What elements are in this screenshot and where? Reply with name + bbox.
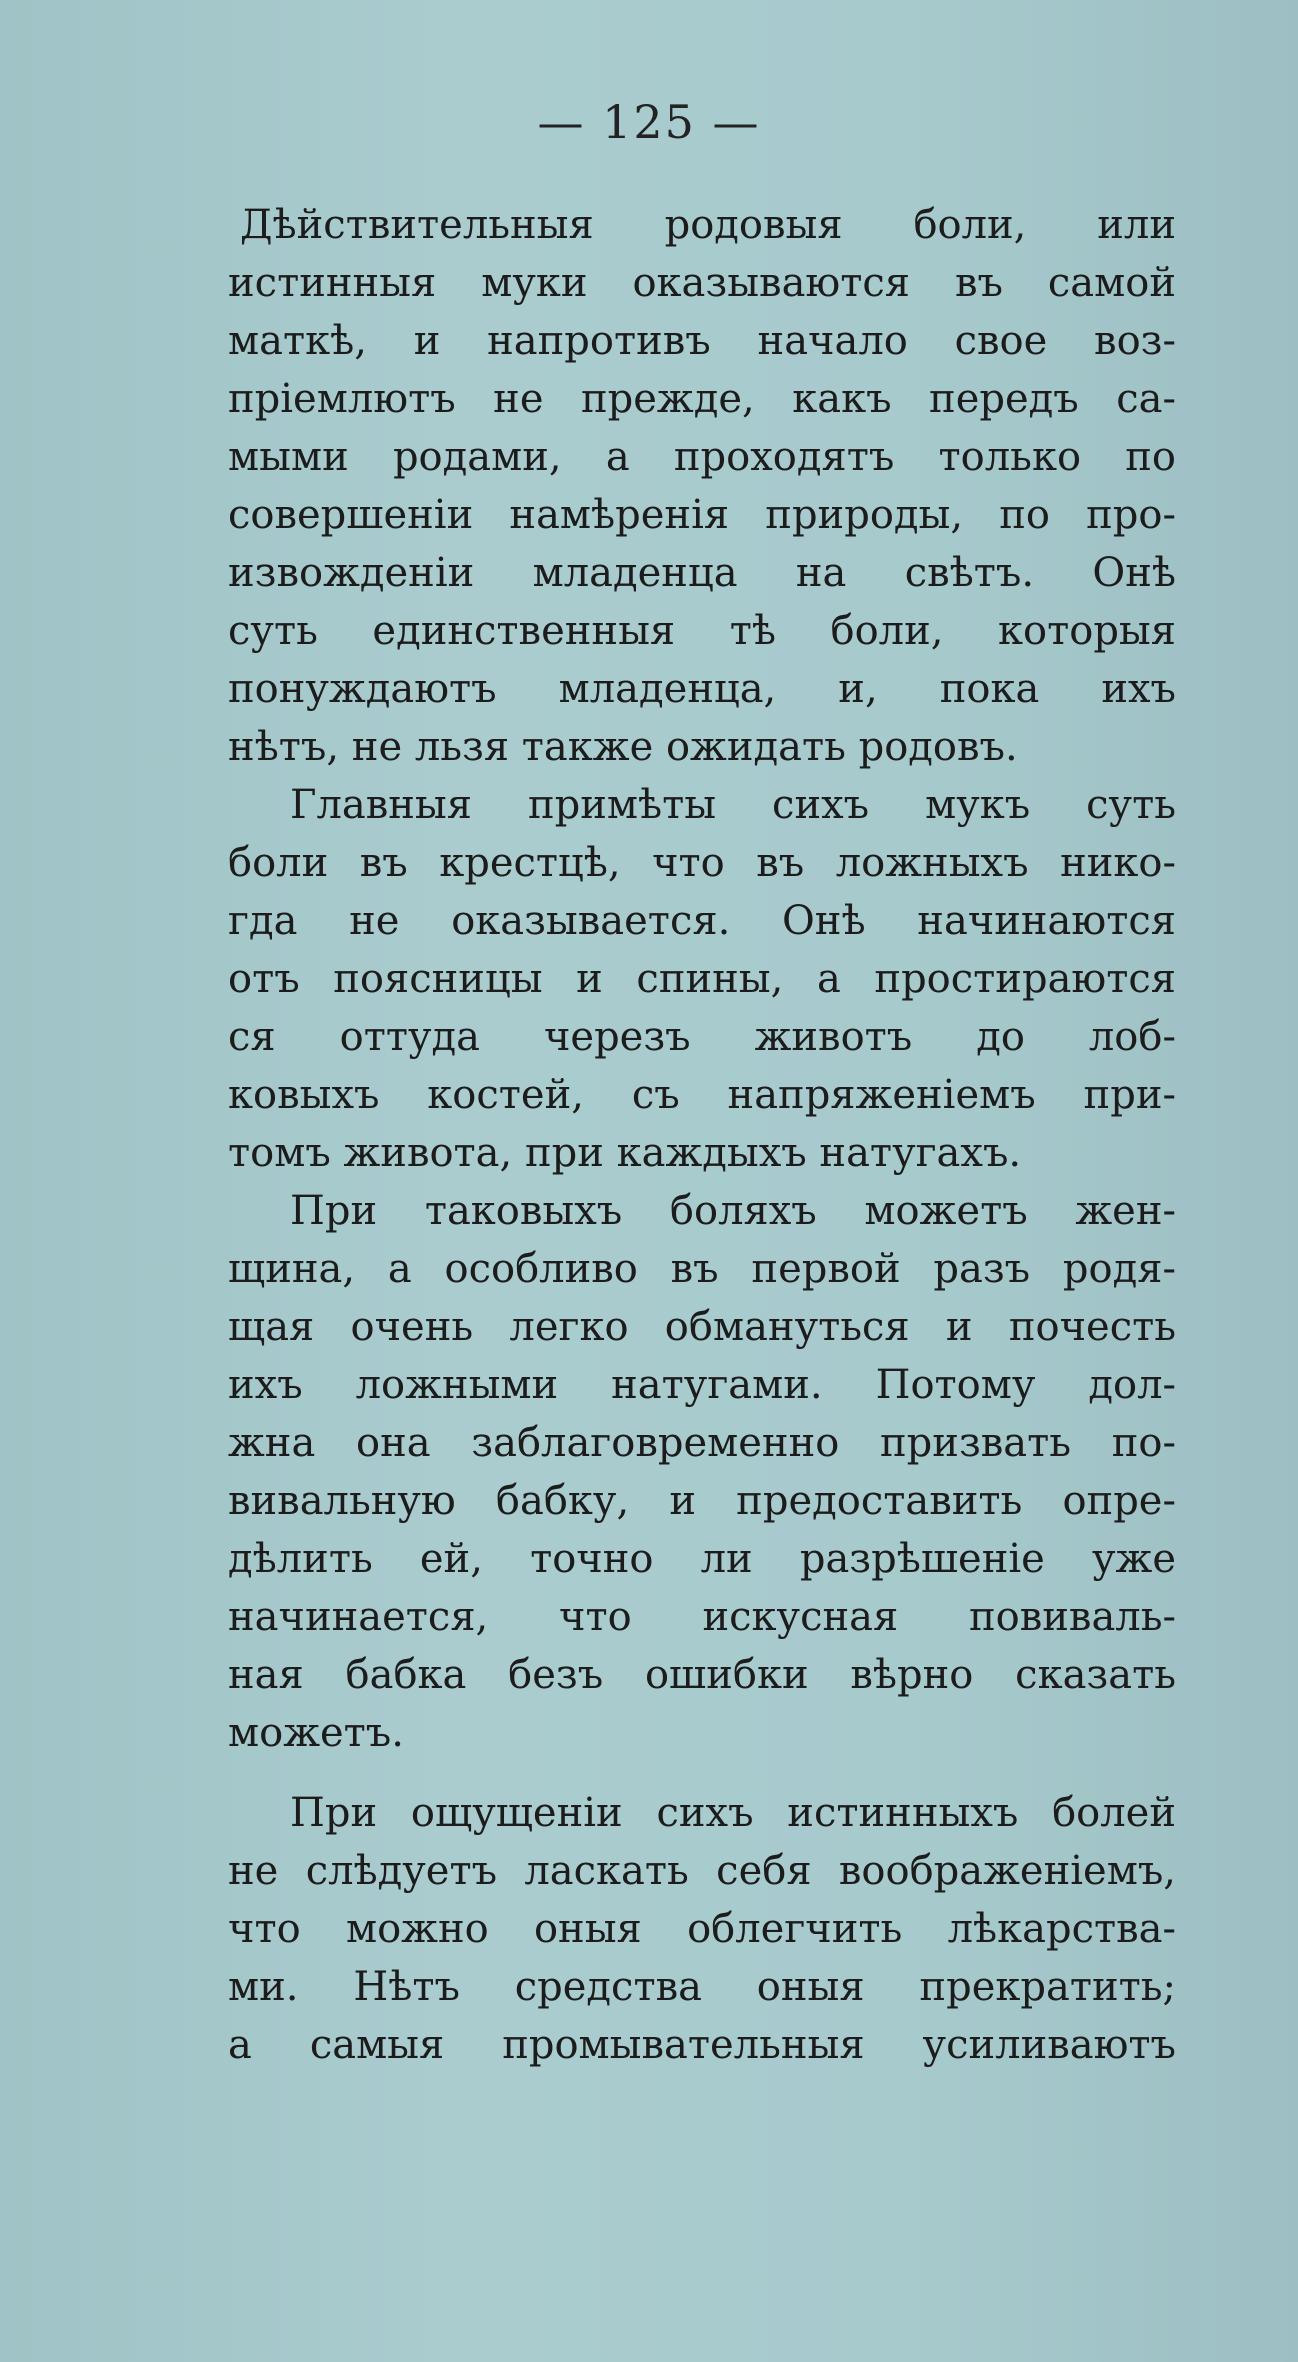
text-line: истинныя муки оказываются въ самой — [228, 260, 1176, 306]
text-line: ихъ ложными натугами. Потому дол- — [228, 1362, 1176, 1408]
text-line: ми. Нѣтъ средства оныя прекратить; — [228, 1964, 1176, 2010]
text-line: совершеніи намѣренія природы, по про- — [228, 492, 1176, 538]
text-line: жна она заблаговременно призвать по- — [228, 1420, 1176, 1466]
text-line: ся оттуда черезъ животъ до лоб- — [228, 1014, 1176, 1060]
text-line: При таковыхъ боляхъ можетъ жен- — [290, 1188, 1176, 1234]
text-line: ная бабка безъ ошибки вѣрно сказать — [228, 1652, 1176, 1698]
paragraph-2 — [228, 776, 1176, 1182]
text-line: суть единственныя тѣ боли, которыя — [228, 608, 1176, 654]
text-line: вивальную бабку, и предоставить опре- — [228, 1478, 1176, 1524]
text-line: пріемлютъ не прежде, какъ передъ са- — [228, 376, 1176, 422]
text-line: понуждаютъ младенца, и, пока ихъ — [228, 666, 1176, 712]
text-line: не слѣдуетъ ласкать себя воображеніемъ, — [228, 1848, 1176, 1894]
page-text — [228, 196, 1176, 2074]
text-line: щина, а особливо въ первой разъ родя- — [228, 1246, 1176, 1292]
text-line: боли въ крестцѣ, что въ ложныхъ нико- — [228, 840, 1176, 886]
text-line: томъ живота, при каждыхъ натугахъ. — [228, 1130, 1022, 1176]
text-line: мыми родами, а проходятъ только по — [228, 434, 1176, 480]
text-line: При ощущеніи сихъ истинныхъ болей — [290, 1790, 1176, 1836]
text-line: начинается, что искусная повиваль- — [228, 1594, 1176, 1640]
text-line: Дѣйствительныя родовыя боли, или — [240, 202, 1176, 248]
text-line: извожденіи младенца на свѣтъ. Онѣ — [228, 550, 1176, 596]
text-line: ковыхъ костей, съ напряженіемъ при- — [228, 1072, 1176, 1118]
text-line: маткѣ, и напротивъ начало свое воз- — [228, 318, 1176, 364]
paragraph-4 — [228, 1784, 1176, 2074]
text-line: Главныя примѣты сихъ мукъ суть — [290, 782, 1176, 828]
text-line: щая очень легко обмануться и почесть — [228, 1304, 1176, 1350]
page-number: — 125 — — [537, 95, 761, 149]
text-line: гда не оказывается. Онѣ начинаются — [228, 898, 1176, 944]
paragraph-1 — [228, 196, 1176, 776]
text-line: отъ поясницы и спины, а простираются — [228, 956, 1176, 1002]
text-line: дѣлить ей, точно ли разрѣшеніе уже — [228, 1536, 1176, 1582]
text-line: можетъ. — [228, 1710, 404, 1756]
paragraph-3 — [228, 1182, 1176, 1762]
text-line: что можно оныя облегчить лѣкарства- — [228, 1906, 1176, 1952]
text-line: нѣтъ, не льзя также ожидать родовъ. — [228, 724, 1018, 770]
text-line: а самыя промывательныя усиливаютъ — [228, 2022, 1176, 2068]
